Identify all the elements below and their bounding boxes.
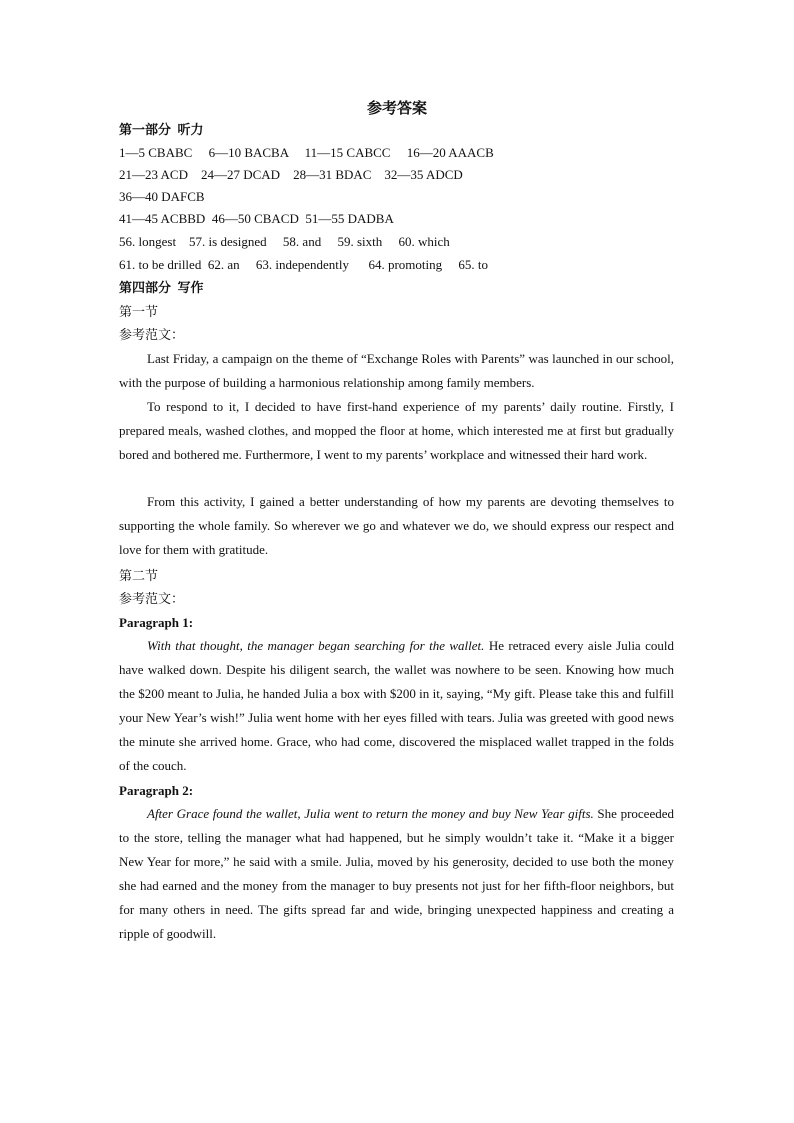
essay-paragraph: Last Friday, a campaign on the theme of “Exchange Roles with Parents” was launched in our school, with the purpose of building a harmonious relationship among family members. <box>119 351 674 390</box>
section4-heading: 第四部分 写作 <box>119 280 204 295</box>
part2-label: 第二节 <box>119 568 159 583</box>
answer-line: 61. to be drilled 62. an 63. independently 64. promoting 65. to <box>119 257 489 272</box>
paragraph2-lead-sentence: After Grace found the wallet, Julia went to return the money and buy New Year gifts. <box>147 806 594 821</box>
paragraph1-lead-sentence: With that thought, the manager began searching for the wallet. <box>147 638 485 653</box>
answer-line: 1—5 CBABC 6—10 BACBA 11—15 CABCC 16—20 AAACB <box>119 145 494 160</box>
paragraph2-heading: Paragraph 2: <box>119 783 194 798</box>
part1-label: 第一节 <box>119 304 159 319</box>
paragraph2-body: She proceeded to the store, telling the manager what had happened, but he simply wouldn’t take it. “Make it a bigger New Year for more,” he said with a smile. Julia, moved by his generosity, decided to use both the money she had earned and the money from the manager to buy presents not just for her fifth-floor neighbors, but for many others in need. The gifts spread far and wide, bringing unexpected happiness and creating a ripple of goodwill. <box>119 806 674 941</box>
essay-paragraph: From this activity, I gained a better understanding of how my parents are devoting themselves to supporting the whole family. So wherever we go and whatever we do, we should express our respect and love for them with gratitude. <box>119 494 674 557</box>
part1-sample-label: 参考范文： <box>119 327 185 342</box>
part2-sample-label: 参考范文： <box>119 591 185 606</box>
paragraph1-heading: Paragraph 1: <box>119 615 194 630</box>
section1-heading: 第一部分 听力 <box>119 122 204 137</box>
answer-line: 21—23 ACD 24—27 DCAD 28—31 BDAC 32—35 ADCD <box>119 167 463 182</box>
page-title: 参考答案 <box>366 101 427 117</box>
continuation-paragraph-2 <box>119 802 674 946</box>
essay-paragraph: To respond to it, I decided to have first-hand experience of my parents’ daily routine. Firstly, I prepared meals, washed clothes, and mopped the floor at home, which interested me at first but gradually bored and bothered me. Furthermore, I went to my parents’ workplace and witnessed their hard work. <box>119 399 674 462</box>
paragraph1-body: He retraced every aisle Julia could have walked down. Despite his diligent search, the wallet was nowhere to be seen. Knowing how much the $200 meant to Julia, he handed Julia a box with $200 in it, saying, “My gift. Please take this and fulfill your New Year’s wish!” Julia went home with her eyes filled with tears. Julia was greeted with good news the minute she arrived home. Grace, who had come, discovered the misplaced wallet trapped in the folds of the couch. <box>119 638 674 773</box>
answer-line: 56. longest 57. is designed 58. and 59. sixth 60. which <box>119 234 450 249</box>
continuation-paragraph-1 <box>119 634 674 778</box>
answer-line: 41—45 ACBBD 46—50 CBACD 51—55 DADBA <box>119 211 394 226</box>
answer-line: 36—40 DAFCB <box>119 189 205 204</box>
